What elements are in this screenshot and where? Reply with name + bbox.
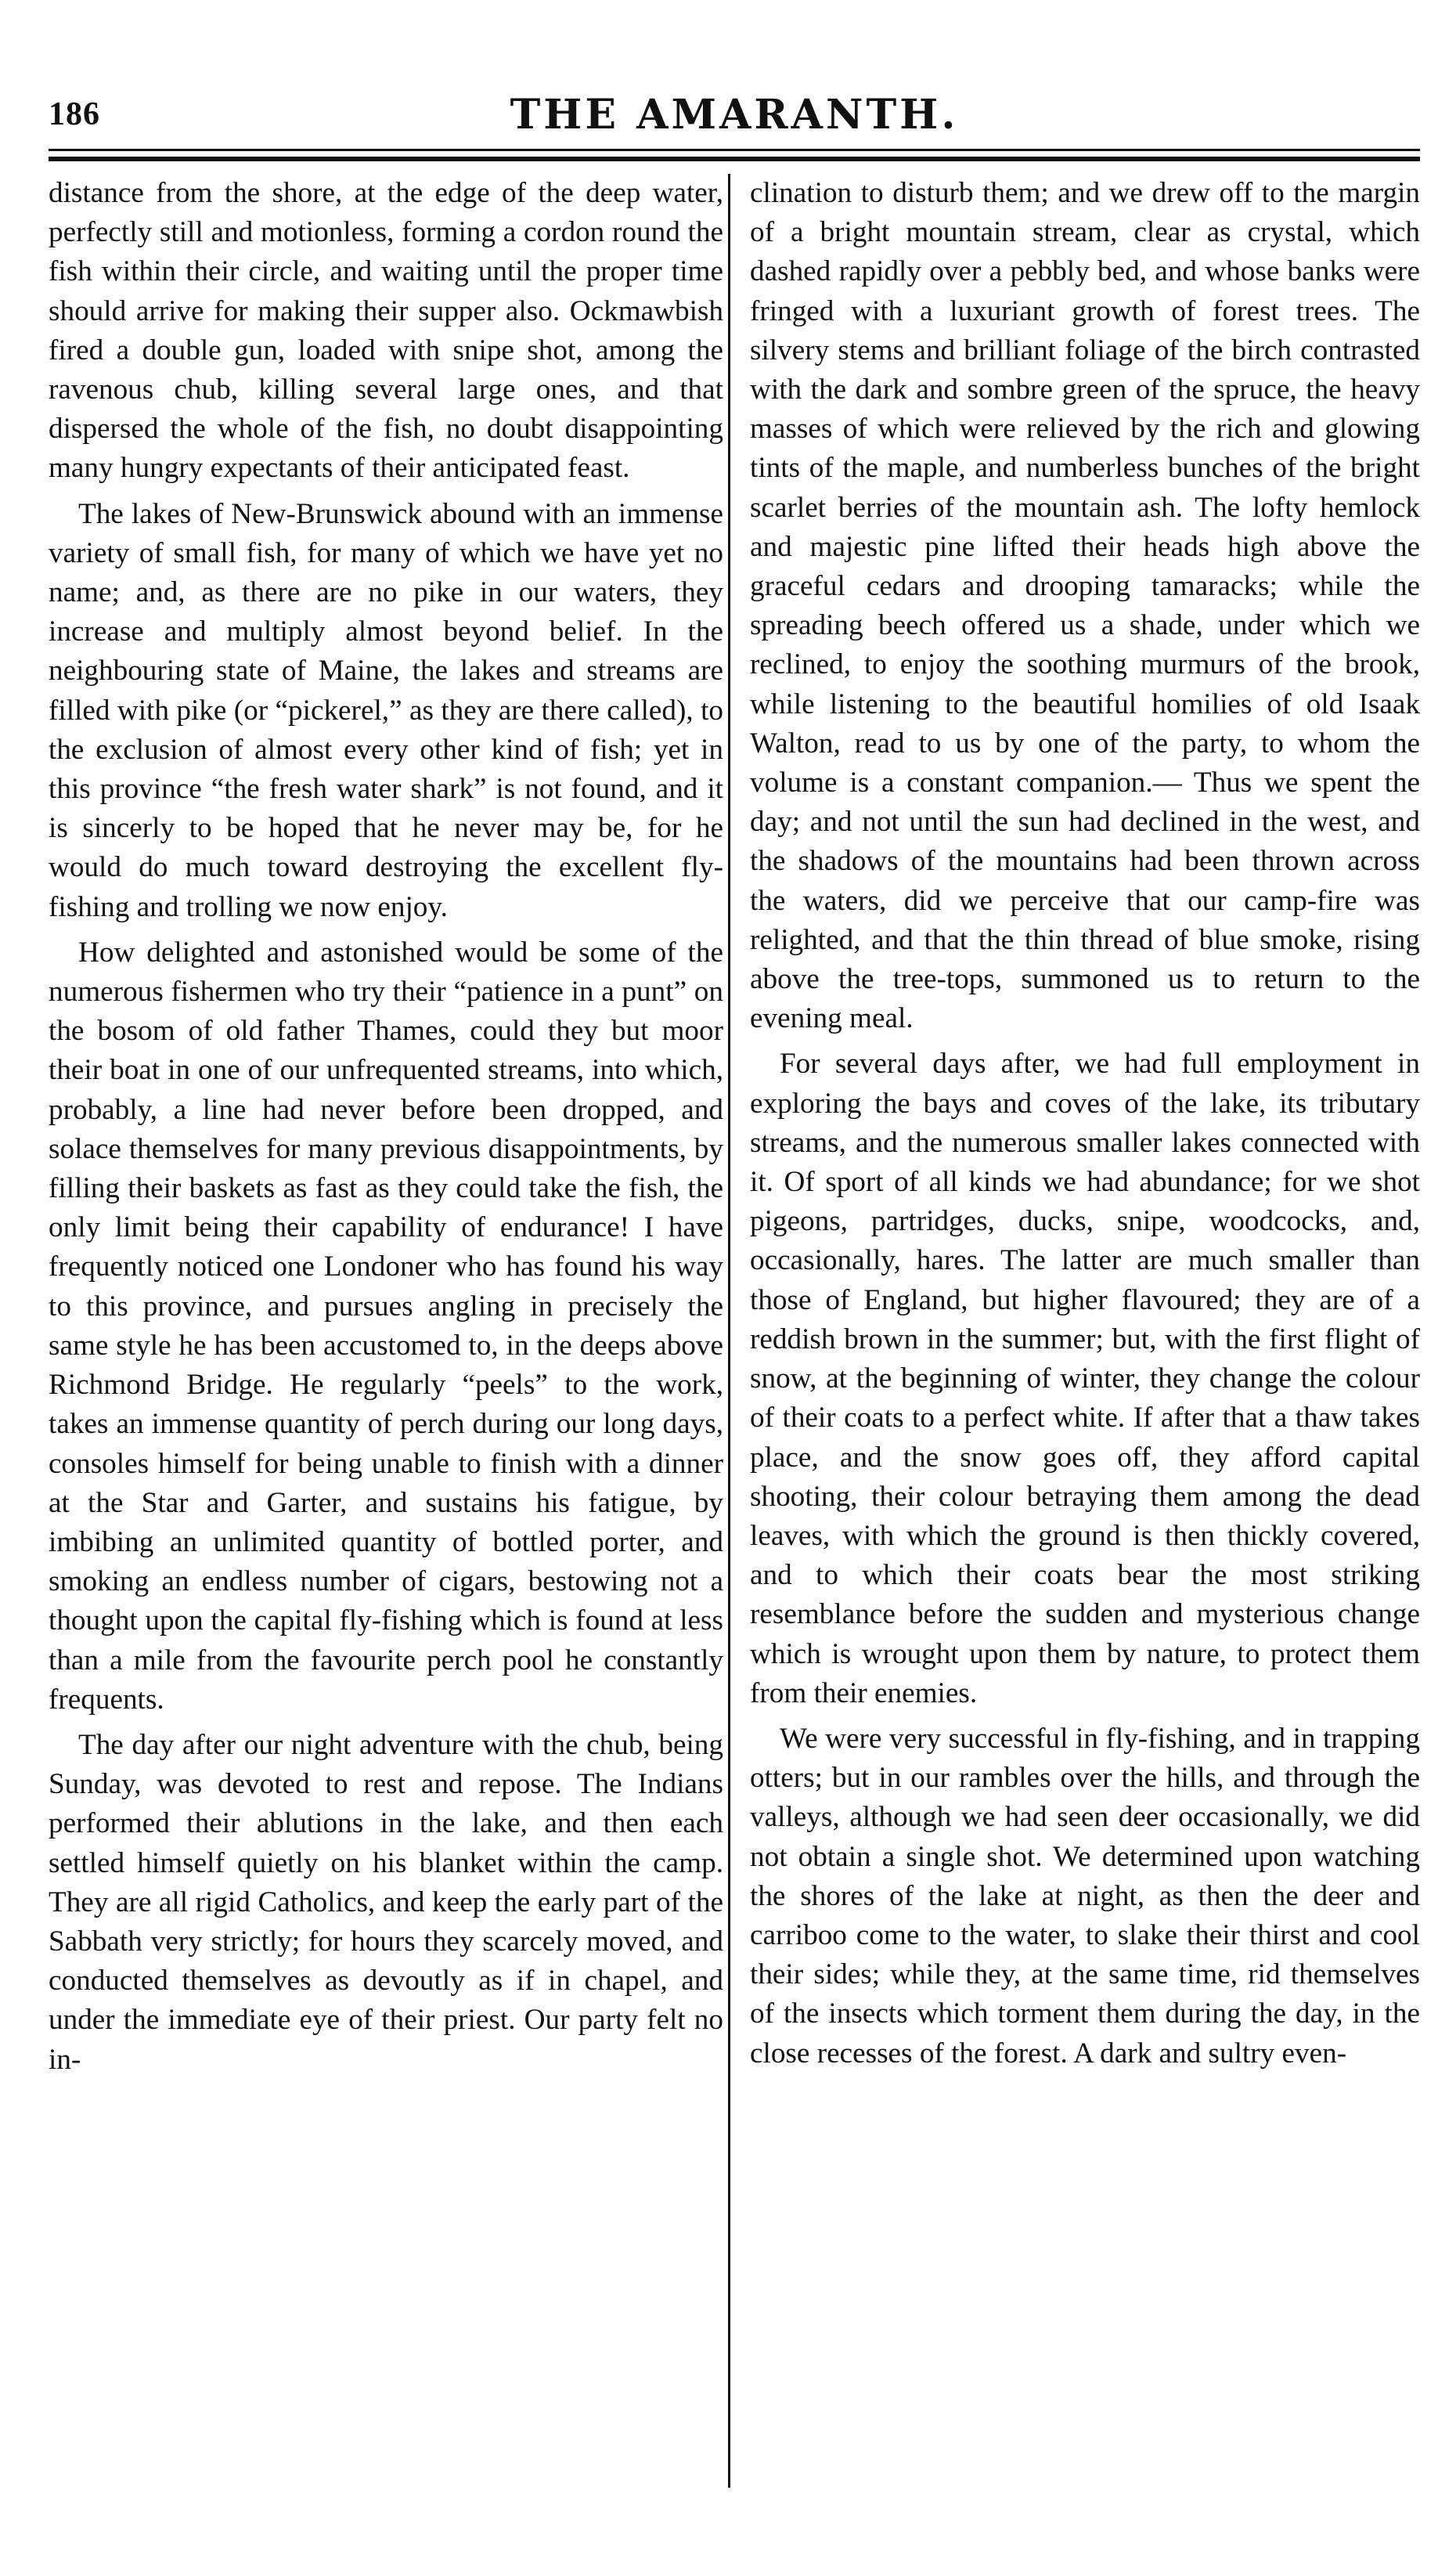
right-column bbox=[750, 174, 1420, 2080]
paragraph: For several days after, we had full employment in exploring the bays and coves of the lake, its tributary streams, and the numerous smaller lakes connected with it. Of sport of all kinds we had abundance; for we shot pigeons, partridges, ducks, snipe, woodcocks, and, occasionally, hares. The latter are much smaller than those of England, but higher flavoured; they are of a reddish brown in the summer; but, with the first flight of snow, at the beginning of winter, they change the colour of their coats to a perfect white. If after that a thaw takes place, and the snow goes off, they afford capital shooting, their colour betraying them among the dead leaves, with which the ground is then thickly covered, and to which their coats bear the most striking resemblance before the sudden and mysterious change which is wrought upon them by nature, to protect them from their enemies. bbox=[750, 1048, 1420, 1709]
paragraph: We were very successful in fly-fishing, and in trapping otters; but in our rambles over the hills, and through the valleys, although we had seen deer occasionally, we did not obtain a single shot. We determined upon watching the shores of the lake at night, as then the deer and carriboo come to the water, to slake their thirst and cool their sides; while they, at the same time, rid themselves of the insects which torment them during the day, in the close recesses of the forest. A dark and sultry even- bbox=[750, 1722, 1420, 2070]
running-title: THE AMARANTH. bbox=[510, 91, 959, 139]
paragraph: The day after our night adventure with the chub, being Sunday, was devoted to rest and repose. The Indians performed their ablutions in the lake, and then each settled himself quietly on his blanket within the camp. They are all rigid Catholics, and keep the early part of the Sabbath very strictly; for hours they scarcely moved, and conducted themselves as devoutly as if in chapel, and under the immediate eye of their priest. Our party felt no in- bbox=[49, 1728, 723, 2076]
page-number: 186 bbox=[49, 96, 100, 132]
page-header bbox=[49, 81, 1420, 139]
paragraph: distance from the shore, at the edge of the deep water, perfectly still and motionless, forming a cordon round the fish within their circle, and waiting until the proper time should arrive for making their supper also. Ockmawbish fired a double gun, loaded with snipe shot, among the ravenous chub, killing several large ones, and that dispersed the whole of the fish, no doubt disappointing many hungry expectants of their anticipated feast. bbox=[49, 177, 723, 485]
header-rule-thin bbox=[49, 149, 1420, 151]
paragraph: How delighted and astonished would be some of the numerous fishermen who try their “patience in a punt” on the bosom of old father Thames, could they but moor their boat in one of our unfrequented streams, into which, probably, a line had never before been dropped, and solace themselves for many previous disappointments, by filling their baskets as fast as they could take the fish, the only limit being their capability of endurance! I have frequently noticed one Londoner who has found his way to this province, and pursues angling in precisely the same style he has been accustomed to, in the deeps above Richmond Bridge. He regularly “peels” to the work, takes an immense quantity of perch during our long days, consoles himself for being unable to finish with a dinner at the Star and Garter, and sustains his fatigue, by imbibing an unlimited quantity of bottled porter, and smoking an endless number of cigars, bestowing not a thought upon the capital fly-fishing which is found at less than a mile from the favourite perch pool he constantly frequents. bbox=[49, 936, 723, 1716]
paragraph: The lakes of New-Brunswick abound with an immense variety of small fish, for many of which we have yet no name; and, as there are no pike in our waters, they increase and multiply almost beyond belief. In the neighbouring state of Maine, the lakes and streams are filled with pike (or “pickerel,” as they are there called), to the exclusion of almost every other kind of fish; yet in this province “the fresh water shark” is not found, and it is sincerly to be hoped that he never may be, for he would do much toward destroying the excellent fly-fishing and trolling we now enjoy. bbox=[49, 497, 723, 923]
header-rule-thick bbox=[49, 157, 1420, 161]
left-column bbox=[49, 174, 723, 2086]
paragraph: clination to disturb them; and we drew off to the margin of a bright mountain stream, clear as crystal, which dashed rapidly over a pebbly bed, and whose banks were fringed with a luxuriant growth of forest trees. The silvery stems and brilliant foliage of the birch contrasted with the dark and sombre green of the spruce, the heavy masses of which were relieved by the rich and glowing tints of the maple, and numberless bunches of the bright scarlet berries of the mountain ash. The lofty hemlock and majestic pine lifted their heads high above the graceful cedars and drooping tamaracks; while the spreading beech offered us a shade, under which we reclined, to enjoy the soothing murmurs of the brook, while listening to the beautiful homilies of old Isaak Walton, read to us by one of the party, to whom the volume is a constant companion.— Thus we spent the day; and not until the sun had declined in the west, and the shadows of the mountains had been thrown across the waters, did we perceive that our camp-fire was relighted, and that the thin thread of blue smoke, rising above the tree-tops, summoned us to return to the evening meal. bbox=[750, 177, 1420, 1035]
column-divider bbox=[728, 174, 730, 2488]
